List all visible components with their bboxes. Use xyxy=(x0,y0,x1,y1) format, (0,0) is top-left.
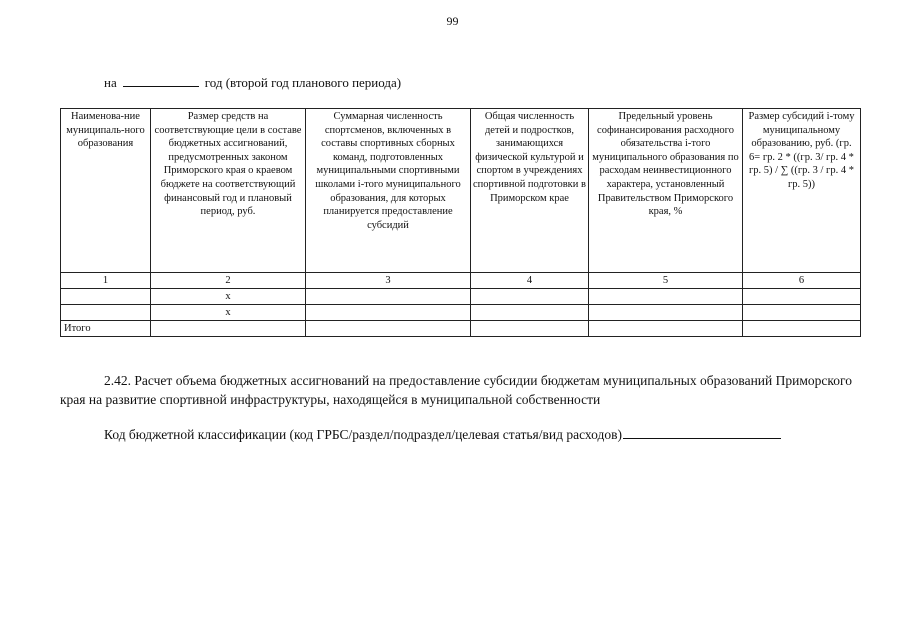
period-prefix: на xyxy=(104,75,117,90)
column-number: 1 xyxy=(61,273,151,289)
total-row xyxy=(61,321,861,337)
table-row xyxy=(61,289,861,305)
header-athletes-count: Суммарная численность спортсменов, включенных в составы спортивных сборных команд, подготовленных муниципальными спортивными школами i-того муниципального образования, для которых планируется предоставление субсидий xyxy=(306,109,471,273)
header-children-count: Общая численность детей и подростков, занимающихся физической культурой и спортом в учреждениях спортивной подготовки в Приморском крае xyxy=(471,109,589,273)
table-cell xyxy=(151,321,306,337)
table-row xyxy=(61,305,861,321)
table-cell xyxy=(61,305,151,321)
table-cell xyxy=(743,305,861,321)
column-number: 2 xyxy=(151,273,306,289)
table-cell xyxy=(306,289,471,305)
planning-period-line xyxy=(104,74,401,91)
budget-classification-label: Код бюджетной классификации (код ГРБС/раздел/подраздел/целевая статья/вид расходов) xyxy=(104,427,622,442)
total-label: Итого xyxy=(61,321,151,337)
table-cell xyxy=(471,305,589,321)
table-cell xyxy=(589,305,743,321)
period-suffix: год (второй год планового периода) xyxy=(204,75,402,90)
table-cell xyxy=(471,289,589,305)
subsidy-calculation-table xyxy=(60,108,861,337)
column-number-row xyxy=(61,273,861,289)
header-municipality: Наименова-ние муниципаль-ного образования xyxy=(61,109,151,273)
table-header-row xyxy=(61,109,861,273)
budget-code-blank-field xyxy=(623,425,781,439)
table-cell xyxy=(306,305,471,321)
page-number: 99 xyxy=(446,14,459,28)
table-cell: x xyxy=(151,289,306,305)
table-cell xyxy=(589,289,743,305)
header-subsidy-amount: Размер субсидий i-тому муниципальному образованию, руб. (гр. 6= гр. 2 * ((гр. 3/ гр. 4 * гр. 5) / ∑ ((гр. 3 / гр. 4 * гр. 5)) xyxy=(743,109,861,273)
table-cell xyxy=(61,289,151,305)
table-cell: x xyxy=(151,305,306,321)
table-cell xyxy=(589,321,743,337)
year-blank-field xyxy=(123,74,199,87)
column-number: 6 xyxy=(743,273,861,289)
budget-classification-line xyxy=(104,425,781,443)
table-cell xyxy=(743,321,861,337)
header-cofinancing-level: Предельный уровень софинансирования расходного обязательства i-того муниципального образования по расходам неинвестиционного характера, установленный Правительством Приморского края, % xyxy=(589,109,743,273)
table-cell xyxy=(471,321,589,337)
column-number: 4 xyxy=(471,273,589,289)
column-number: 5 xyxy=(589,273,743,289)
table-cell xyxy=(743,289,861,305)
section-paragraph: 2.42. Расчет объема бюджетных ассигнований на предоставление субсидии бюджетам муниципальных образований Приморского края на развитие спортивной инфраструктуры, находящейся в муниципальной собственности xyxy=(60,373,852,407)
column-number: 3 xyxy=(306,273,471,289)
header-funds-amount: Размер средств на соответствующие цели в составе бюджетных ассигнований, предусмотренных законом Приморского края о краевом бюджете на соответствующий финансовый год и плановый период, руб. xyxy=(151,109,306,273)
table-cell xyxy=(306,321,471,337)
